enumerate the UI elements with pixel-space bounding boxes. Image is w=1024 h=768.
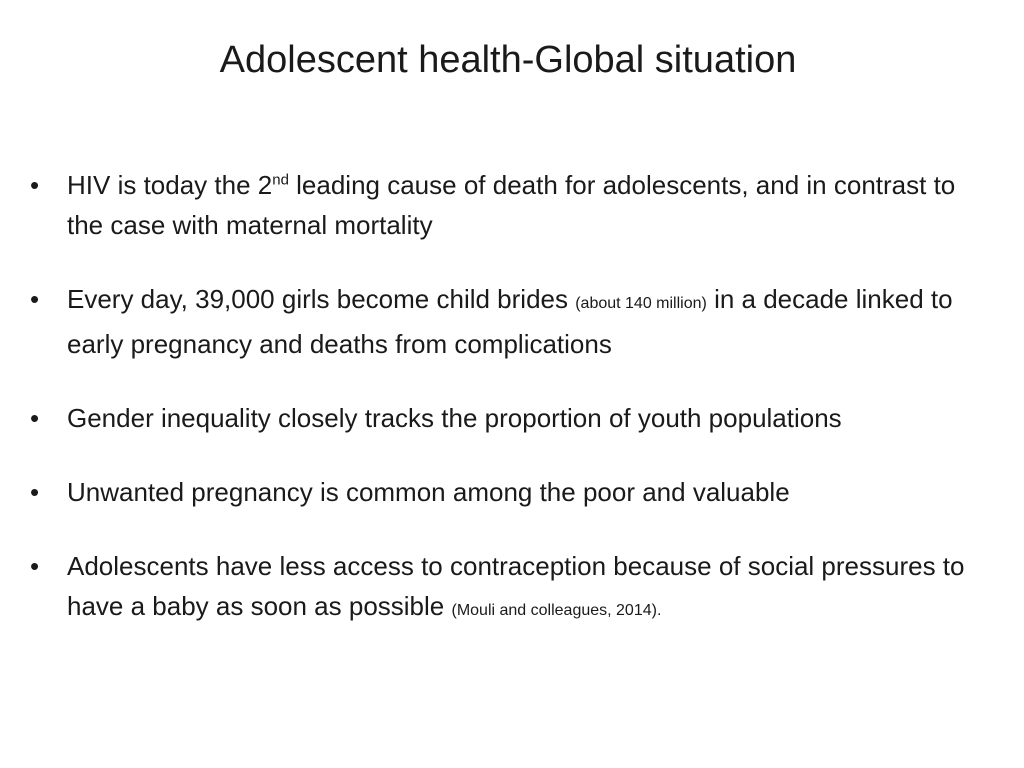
bullet-dot-icon: • [30,477,40,507]
bullet-text: leading cause of death for adolescents, and in contrast to the case with maternal mortality [67,170,956,240]
bullet-superscript: nd [272,171,289,189]
bullet-text: in a decade linked to early pregnancy and deaths from complications [67,284,953,359]
bullet-item-gender-inequality [30,398,990,438]
bullet-text: HIV is today the 2 [67,170,273,200]
bullet-text: Unwanted pregnancy is common among the poor and valuable [67,477,790,507]
slide-title: Adolescent health-Global situation [219,39,797,81]
bullet-note: (about 140 million) [575,295,707,312]
bullet-item-unwanted-pregnancy [30,472,990,512]
bullet-list [30,165,990,665]
bullet-item-hiv [30,165,990,245]
bullet-dot-icon: • [30,551,40,581]
bullet-citation: (Mouli and colleagues, 2014). [451,602,662,619]
bullet-item-child-brides [30,279,990,364]
bullet-dot-icon: • [30,284,40,314]
bullet-text: Every day, 39,000 girls become child brides [67,284,576,314]
bullet-dot-icon: • [30,403,40,433]
bullet-item-contraception [30,546,990,631]
bullet-dot-icon: • [30,170,40,200]
bullet-text: Gender inequality closely tracks the proportion of youth populations [67,403,842,433]
bullet-text: Adolescents have less access to contraception because of social pressures to have a baby as soon as possible [67,551,965,621]
